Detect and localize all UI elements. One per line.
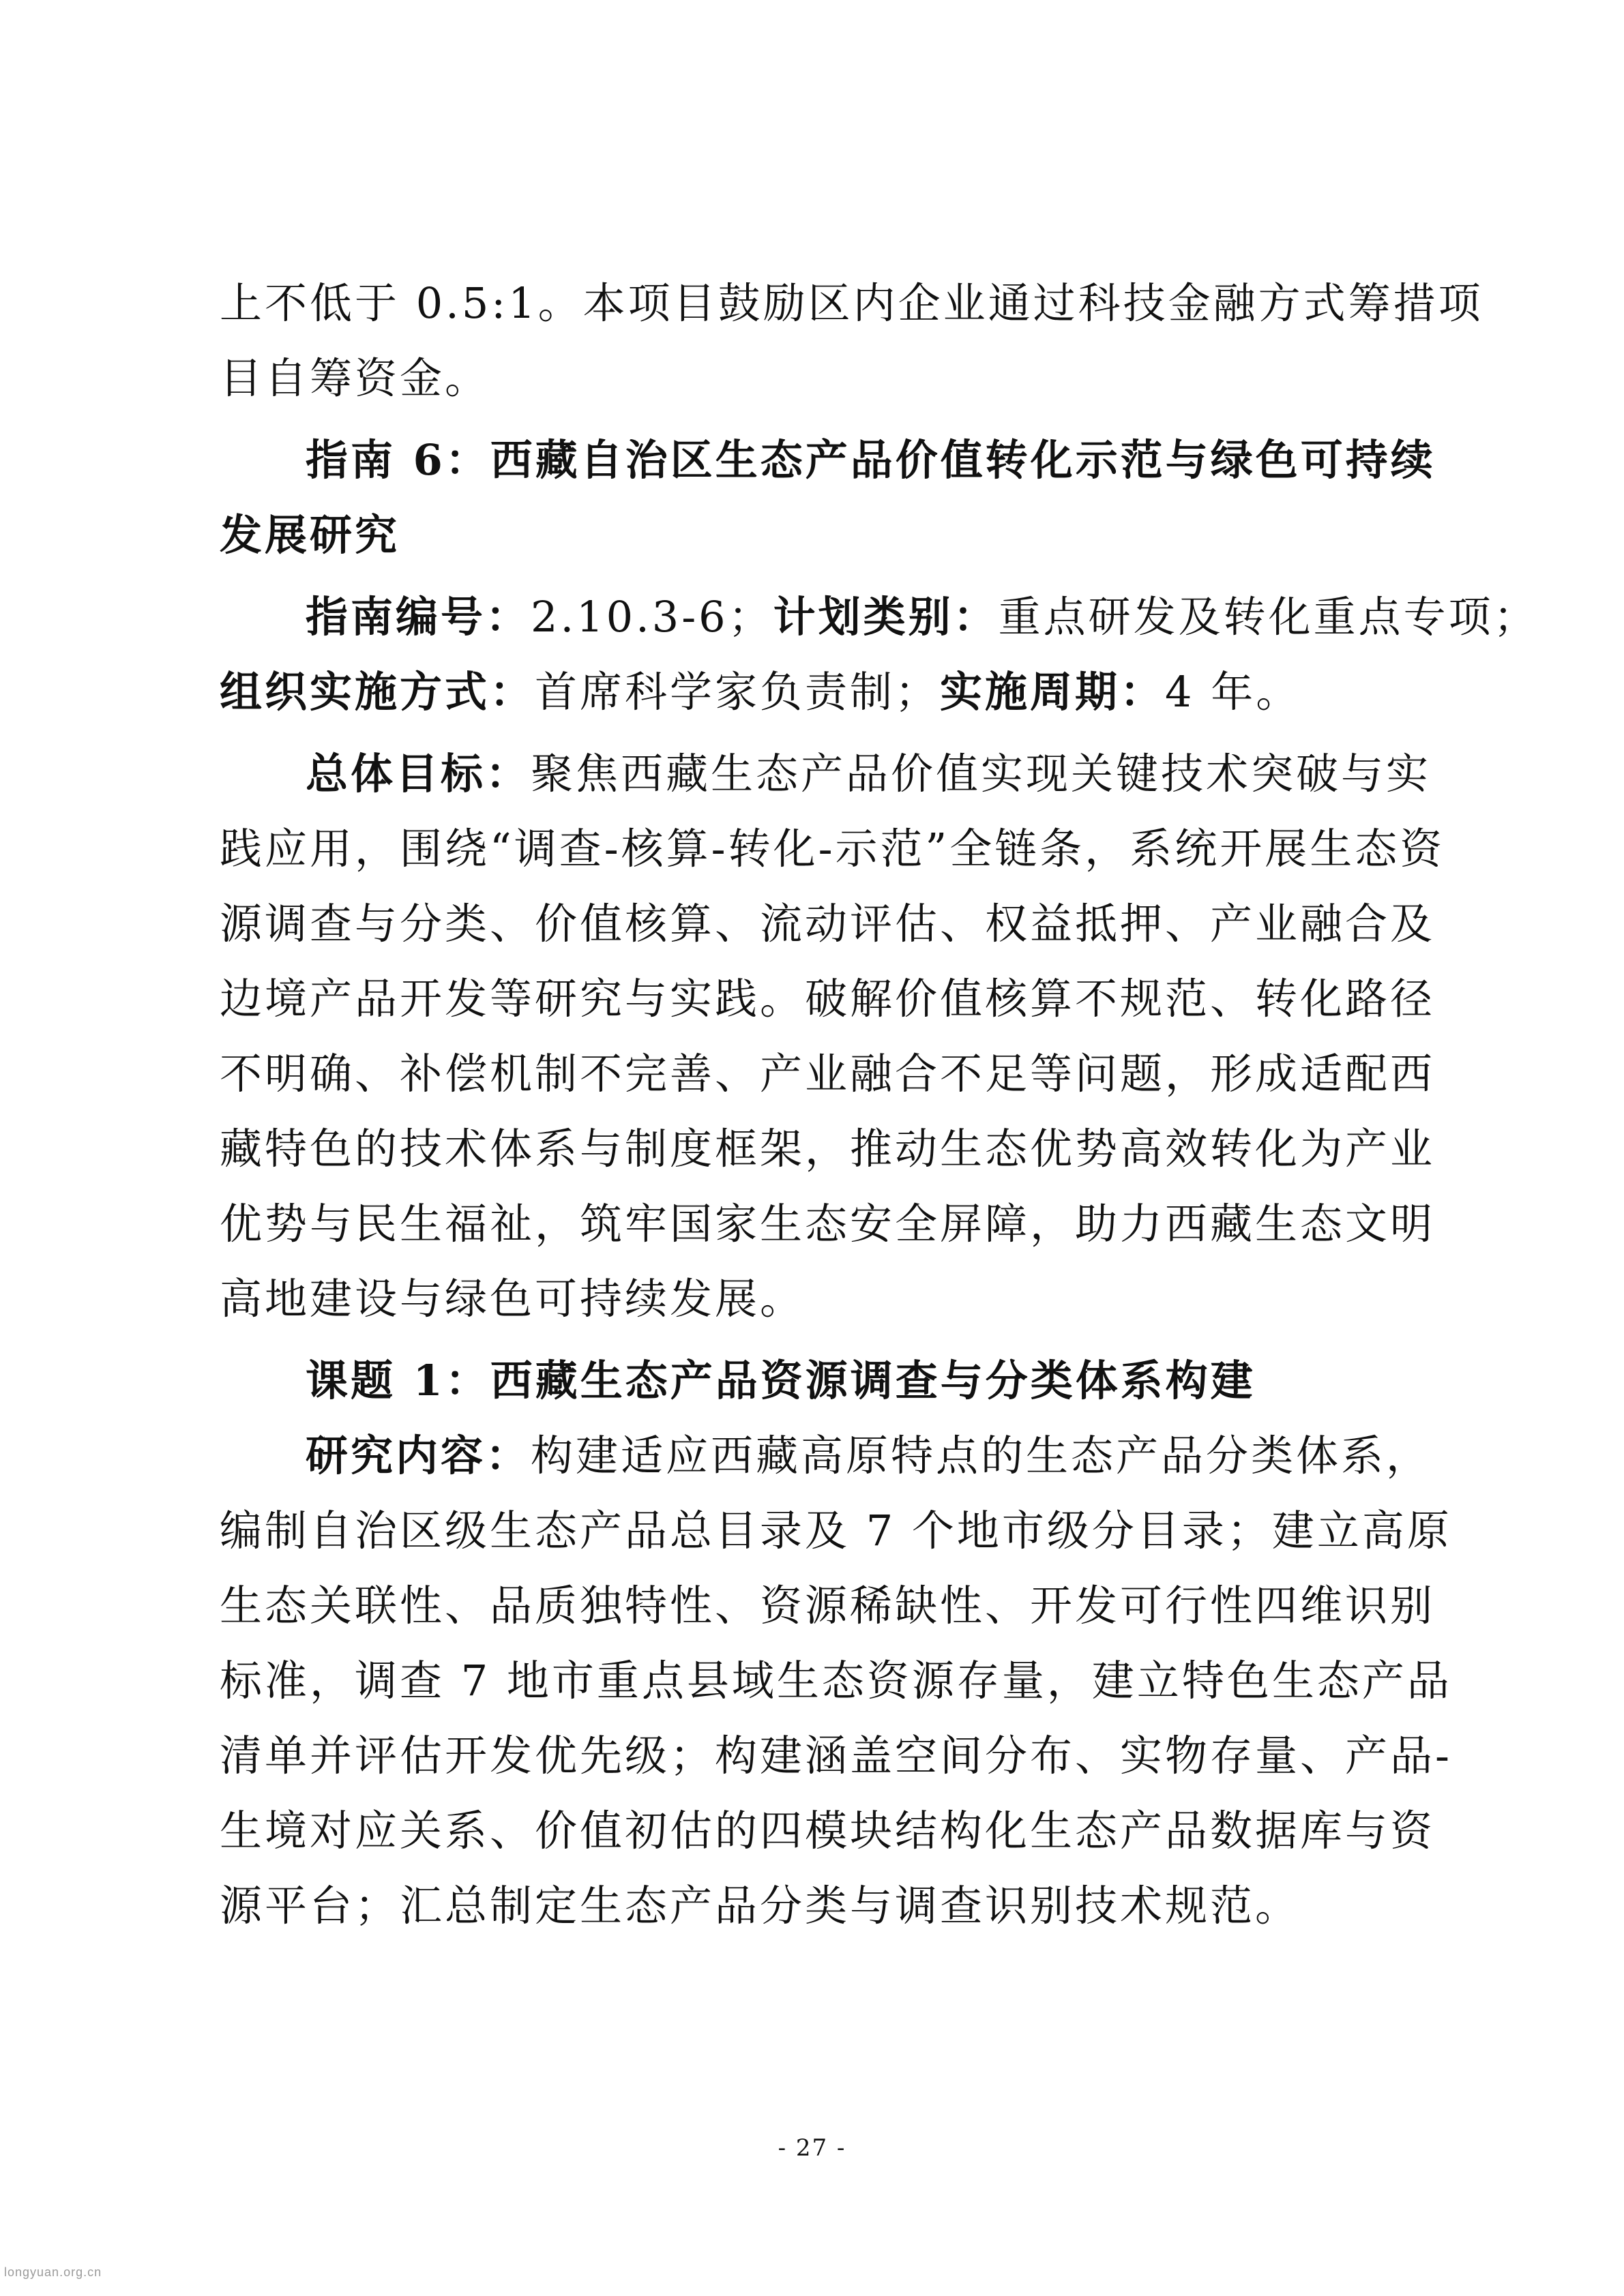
text-run: 标准，调查 7 地市重点县域生态资源存量，建立特色生态产品 [220, 1656, 1452, 1705]
text-line [220, 1718, 1452, 1793]
text-run: 践应用，围绕“调查-核算-转化-示范”全链条，系统开展生态资 [220, 824, 1445, 874]
text-line [220, 961, 1436, 1037]
text-line [220, 1187, 1436, 1262]
text-line [220, 1262, 1420, 1337]
text-run: 源调查与分类、价值核算、流动评估、权益抵押、产业融合及 [220, 899, 1436, 949]
text-run: 编制自治区级生态产品总目录及 7 个地市级分目录；建立高原 [220, 1506, 1452, 1555]
text-line [306, 736, 1432, 811]
text-run: 聚焦西藏生态产品价值实现关键技术突破与实 [531, 749, 1432, 799]
text-line [306, 423, 1436, 498]
bold-text-run: 计划类别： [773, 592, 999, 642]
text-run: 首席科学家负责制； [535, 667, 941, 717]
text-line [220, 1868, 1420, 1943]
bold-text-run: 总体目标： [306, 749, 531, 799]
text-run: 目自筹资金。 [220, 353, 490, 403]
text-line [220, 655, 1420, 730]
text-run: 2.10.3-6； [531, 592, 773, 642]
text-line [220, 811, 1445, 886]
text-run: 优势与民生福祉，筑牢国家生态安全屏障，助力西藏生态文明 [220, 1199, 1436, 1249]
text-run: 藏特色的技术体系与制度框架，推动生态优势高效转化为产业 [220, 1124, 1436, 1174]
bold-text-run: 研究内容： [306, 1431, 531, 1480]
text-line [220, 1643, 1452, 1718]
text-run: 源平台；汇总制定生态产品分类与调查识别技术规范。 [220, 1881, 1301, 1930]
text-line [220, 1793, 1436, 1868]
text-run: 不明确、补偿机制不完善、产业融合不足等问题，形成适配西 [220, 1049, 1436, 1099]
bold-text-run: 课题 1：西藏生态产品资源调查与分类体系构建 [306, 1356, 1256, 1405]
text-run: 生态关联性、品质独特性、资源稀缺性、开发可行性四维识别 [220, 1581, 1436, 1630]
text-line [220, 1112, 1436, 1187]
bold-text-run: 指南 6：西藏自治区生态产品价值转化示范与绿色可持续 [306, 435, 1436, 485]
text-line [306, 1418, 1432, 1493]
text-run: 上不低于 0.5:1。本项目鼓励区内企业通过科技金融方式筹措项 [220, 278, 1483, 328]
text-run: 构建适应西藏高原特点的生态产品分类体系， [531, 1431, 1432, 1480]
bold-text-run: 发展研究 [220, 510, 400, 560]
text-line [220, 498, 1420, 573]
page-number: - 27 - [778, 2134, 846, 2162]
text-run: 边境产品开发等研究与实践。破解价值核算不规范、转化路径 [220, 974, 1436, 1024]
text-run: 4 年。 [1165, 667, 1301, 717]
text-line [306, 580, 1539, 655]
bold-text-run: 组织实施方式： [220, 667, 535, 717]
text-line [220, 341, 1420, 416]
text-run: 清单并评估开发优先级；构建涵盖空间分布、实物存量、产品- [220, 1731, 1452, 1780]
text-line [220, 1037, 1436, 1112]
text-run: 生境对应关系、价值初估的四模块结构化生态产品数据库与资 [220, 1806, 1436, 1855]
text-line [220, 1493, 1452, 1568]
text-line [306, 1343, 1420, 1418]
text-line [220, 1568, 1436, 1643]
text-line [220, 266, 1483, 341]
bold-text-run: 实施周期： [940, 667, 1166, 717]
text-run: 高地建设与绿色可持续发展。 [220, 1274, 806, 1324]
text-line [220, 886, 1436, 961]
text-run: 重点研发及转化重点专项； [998, 592, 1539, 642]
watermark: longyuan.org.cn [4, 2265, 102, 2279]
bold-text-run: 指南编号： [306, 592, 531, 642]
